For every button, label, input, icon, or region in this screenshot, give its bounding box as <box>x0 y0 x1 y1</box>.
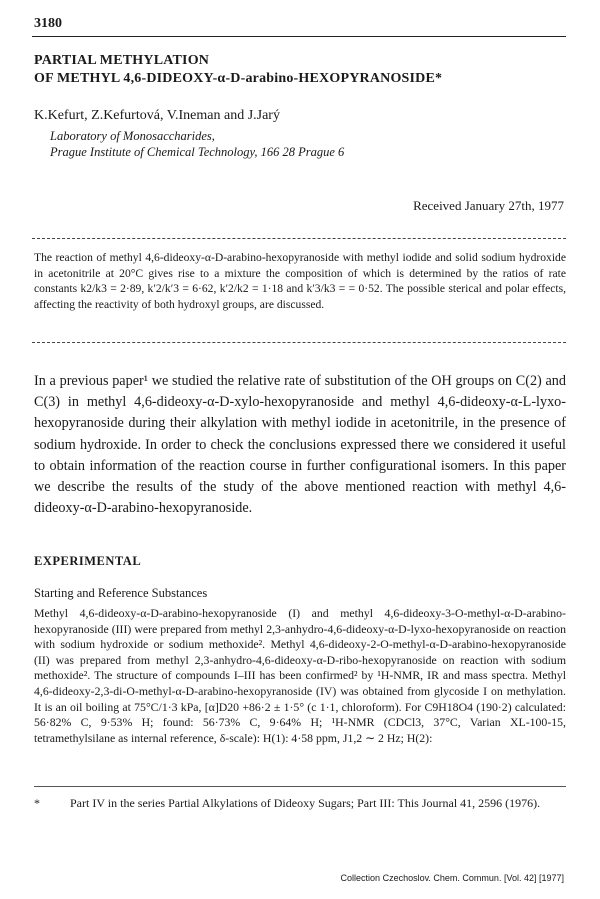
page-number: 3180 <box>34 16 62 31</box>
abstract-top-rule <box>32 238 566 239</box>
received-date: Received January 27th, 1977 <box>413 198 564 213</box>
introduction-paragraph: In a previous paper¹ we studied the relative rate of substitution of the OH groups on C(2) and C(3) in methyl 4,6-dideoxy-α-D-xylo-hexopyranoside and methyl 4,6-dideoxy-α-L-lyxo-hexopyranoside during their alkylation with methyl iodide in acetonitrile, in the presence of sodium hydroxide. In order to check the conclusions expressed there we considered it useful to obtain information of the reaction course in further configurational isomers. In this paper we describe the results of the study of the above mentioned reaction with methyl 4,6-dideoxy-α-D-arabino-hexopyranoside. <box>34 373 566 517</box>
affiliation-line-2: Prague Institute of Chemical Technology, 166 28 Prague 6 <box>50 145 345 159</box>
abstract: The reaction of methyl 4,6-dideoxy-α-D-arabino-hexopyranoside with methyl iodide and solid sodium hydroxide in acetonitrile at 20°C gives rise to a mixture the composition of which is determined by the ratios of rate constants k2/k3 = 2·89, k′2/k′3 = 6·62, k′2/k2 = 1·18 and k′3/k3 = = 0·52. The possible sterical and polar effects, affecting the reactivity of both hydroxyl groups, are discussed. <box>34 251 566 311</box>
article-title <box>34 52 442 88</box>
footnote-text: Part IV in the series Partial Alkylations of Dideoxy Sugars; Part III: This Journal 41, 2596 (1976). <box>70 796 541 810</box>
footnote-rule <box>34 786 566 787</box>
footnote-mark: * <box>34 796 40 810</box>
subsection-heading: Starting and Reference Substances <box>34 586 208 600</box>
authors: K.Kefurt, Z.Kefurtová, V.Ineman and J.Jarý <box>34 108 280 123</box>
title-line-2: OF METHYL 4,6-DIDEOXY-α-D-arabino-HEXOPYRANOSIDE* <box>34 71 443 86</box>
journal-footer: Collection Czechoslov. Chem. Commun. [Vol. 42] [1977] <box>340 873 564 883</box>
experimental-paragraph: Methyl 4,6-dideoxy-α-D-arabino-hexopyranoside (I) and methyl 4,6-dideoxy-3-O-methyl-α-D-arabino-hexopyranoside (III) were prepared from methyl 2,3-anhydro-4,6-dideoxy-α-D-lyxo-hexopyranoside on reaction with sodium hydroxide or sodium methoxide². Methyl 4,6-dideoxy-2-O-methyl-α-D-arabino-hexopyranoside (II) was prepared from methyl 2,3-anhydro-4,6-dideoxy-α-D-ribo-hexopyranoside on reaction with sodium methoxide². The structure of compounds I–III has been confirmed² by ¹H-NMR, IR and mass spectra. Methyl 4,6-dideoxy-2,3-di-O-methyl-α-D-arabino-hexopyranoside (IV) was obtained from glycoside I on methylation. It is an oil boiling at 75°C/1·3 kPa, [α]D20 +86·2 ± 1·5° (c 1·1, chloroform). For C9H18O4 (190·2) calculated: 56·82% C, 9·53% H; found: 56·73% C, 9·64% H; ¹H-NMR (CDCl3, 37°C, Varian XL-100-15, tetramethylsilane as internal reference, δ-scale): H(1): 4·58 ppm, J1,2 ∼ 2 Hz; H(2): <box>34 606 566 745</box>
affiliation <box>50 128 344 160</box>
title-line-1: PARTIAL METHYLATION <box>34 53 210 68</box>
section-heading: EXPERIMENTAL <box>34 554 142 568</box>
footnote <box>34 796 566 811</box>
abstract-bottom-rule <box>32 342 566 343</box>
header-rule <box>32 36 566 37</box>
affiliation-line-1: Laboratory of Monosaccharides, <box>50 129 215 143</box>
